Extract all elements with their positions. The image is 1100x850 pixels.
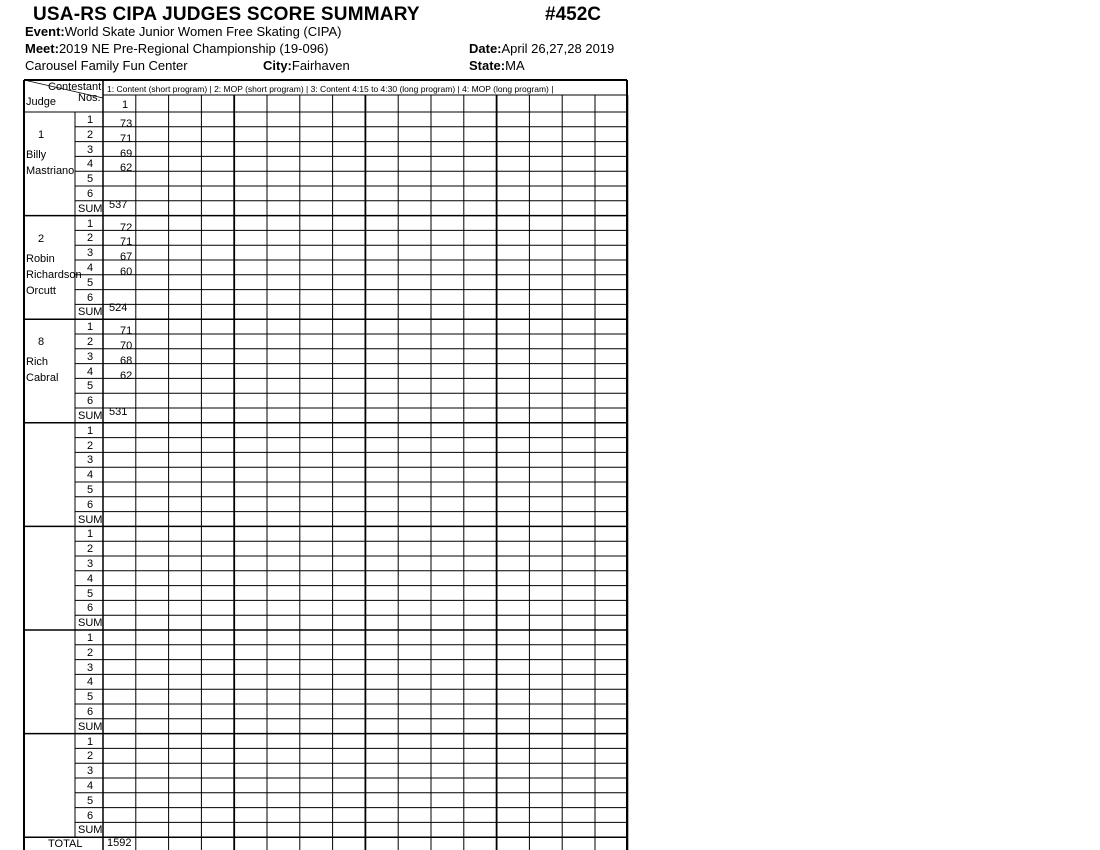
score-value: 60 — [120, 266, 133, 278]
column-header: 1: Content (short program) | 2: MOP (short program) | 3: Content 4:15 to 4:30 (long program) | 4: MOP (long program) | — [107, 84, 554, 94]
contestant-row-label: 1 — [87, 217, 94, 230]
contestant-row-label: 1 — [87, 114, 94, 126]
contestant-row-label: 1 — [87, 321, 94, 334]
sum-value: 531 — [109, 406, 128, 418]
contestant-row-label: 4 — [87, 572, 94, 585]
date-value: April 26,27,28 2019 — [501, 41, 615, 56]
form-title: USA-RS CIPA JUDGES SCORE SUMMARY — [33, 4, 420, 25]
contestant-row-label: 6 — [87, 706, 94, 718]
score-value: 68 — [120, 354, 133, 367]
score-value: 73 — [120, 118, 133, 130]
judge-number: 8 — [38, 336, 45, 349]
contestant-row-label: 3 — [87, 558, 94, 570]
corner-nos-label: Nos. — [78, 92, 101, 104]
meet-value: 2019 NE Pre-Regional Championship (19-096) — [58, 41, 329, 56]
score-value: 67 — [120, 251, 133, 264]
contestant-row-label: 4 — [87, 158, 94, 171]
score-value: 62 — [120, 162, 133, 175]
contestant-row-label: 2 — [87, 336, 94, 348]
judge-number: 2 — [38, 232, 45, 245]
contestant-number: 1 — [122, 99, 129, 111]
score-value: 71 — [120, 325, 133, 338]
contestant-row-label: 3 — [87, 143, 94, 156]
event-value: World Skate Junior Women Free Skating (CIPA) — [64, 24, 342, 39]
contestant-row-label: 4 — [87, 469, 94, 482]
contestant-row-label: 5 — [87, 794, 94, 807]
contestant-row-label: 5 — [87, 691, 94, 704]
judge-name-line: Cabral — [26, 372, 59, 385]
score-value: 71 — [120, 236, 133, 249]
judge-name-line: Mastriano — [26, 165, 75, 177]
city-value: Fairhaven — [291, 58, 350, 73]
event-label: Event: — [25, 24, 65, 39]
sum-label: SUM — [78, 617, 103, 630]
contestant-row-label: 1 — [87, 424, 94, 437]
contestant-row-label: 2 — [87, 750, 94, 763]
meet-label: Meet: — [25, 41, 59, 56]
judge-number: 1 — [38, 129, 45, 141]
sum-label: SUM — [78, 202, 103, 215]
score-value: 70 — [120, 340, 133, 352]
contestant-row-label: 6 — [87, 188, 94, 200]
judge-name-line: Orcutt — [26, 284, 56, 297]
sum-value: 524 — [109, 302, 128, 315]
sum-label: SUM — [78, 513, 103, 526]
score-value: 72 — [120, 221, 133, 234]
contestant-row-label: 3 — [87, 661, 94, 674]
contestant-row-label: 5 — [87, 276, 94, 289]
contestant-row-label: 4 — [87, 780, 94, 792]
score-value: 69 — [120, 147, 133, 160]
sum-label: SUM — [78, 720, 103, 733]
contestant-row-label: 3 — [87, 350, 94, 363]
contestant-row-label: 6 — [87, 291, 94, 304]
contestant-row-label: 2 — [87, 439, 94, 452]
contestant-row-label: 5 — [87, 173, 94, 186]
contestant-row-label: 6 — [87, 395, 94, 408]
sum-label: SUM — [78, 824, 103, 837]
contestant-row-label: 6 — [87, 602, 94, 615]
judge-name-line: Rich — [26, 356, 49, 369]
state-value: MA — [505, 58, 525, 73]
contestant-row-label: 2 — [87, 128, 94, 141]
form-number: #452C — [545, 4, 601, 25]
total-value: 1592 — [107, 837, 132, 849]
venue: Carousel Family Fun Center — [25, 58, 188, 73]
contestant-row-label: 3 — [87, 454, 94, 467]
contestant-row-label: 5 — [87, 484, 94, 496]
date-label: Date: — [469, 41, 502, 56]
contestant-row-label: 1 — [87, 735, 94, 748]
contestant-row-label: 2 — [87, 646, 94, 659]
contestant-row-label: 2 — [87, 232, 94, 245]
sum-value: 537 — [109, 198, 128, 211]
contestant-row-label: 3 — [87, 247, 94, 260]
total-label: TOTAL — [48, 838, 83, 850]
contestant-row-label: 1 — [87, 632, 94, 644]
sum-label: SUM — [78, 410, 103, 422]
contestant-row-label: 1 — [87, 528, 94, 541]
contestant-row-label: 6 — [87, 498, 94, 511]
judge-name-line: Richardson — [26, 268, 82, 281]
contestant-row-label: 4 — [87, 676, 94, 689]
score-value: 62 — [120, 369, 133, 382]
judge-name-line: Billy — [26, 149, 47, 161]
contestant-row-label: 6 — [87, 809, 94, 822]
judge-name-line: Robin — [26, 252, 55, 265]
contestant-row-label: 4 — [87, 365, 94, 378]
city-label: City: — [263, 58, 292, 73]
corner-judge-label: Judge — [26, 96, 56, 108]
contestant-row-label: 5 — [87, 380, 94, 393]
corner-contestant-label: Contestant — [48, 81, 102, 93]
sum-label: SUM — [78, 306, 103, 319]
score-value: 71 — [120, 132, 133, 145]
contestant-row-label: 2 — [87, 543, 94, 556]
state-label: State: — [469, 58, 506, 73]
contestant-row-label: 3 — [87, 765, 94, 778]
contestant-row-label: 4 — [87, 262, 94, 274]
contestant-row-label: 5 — [87, 587, 94, 600]
